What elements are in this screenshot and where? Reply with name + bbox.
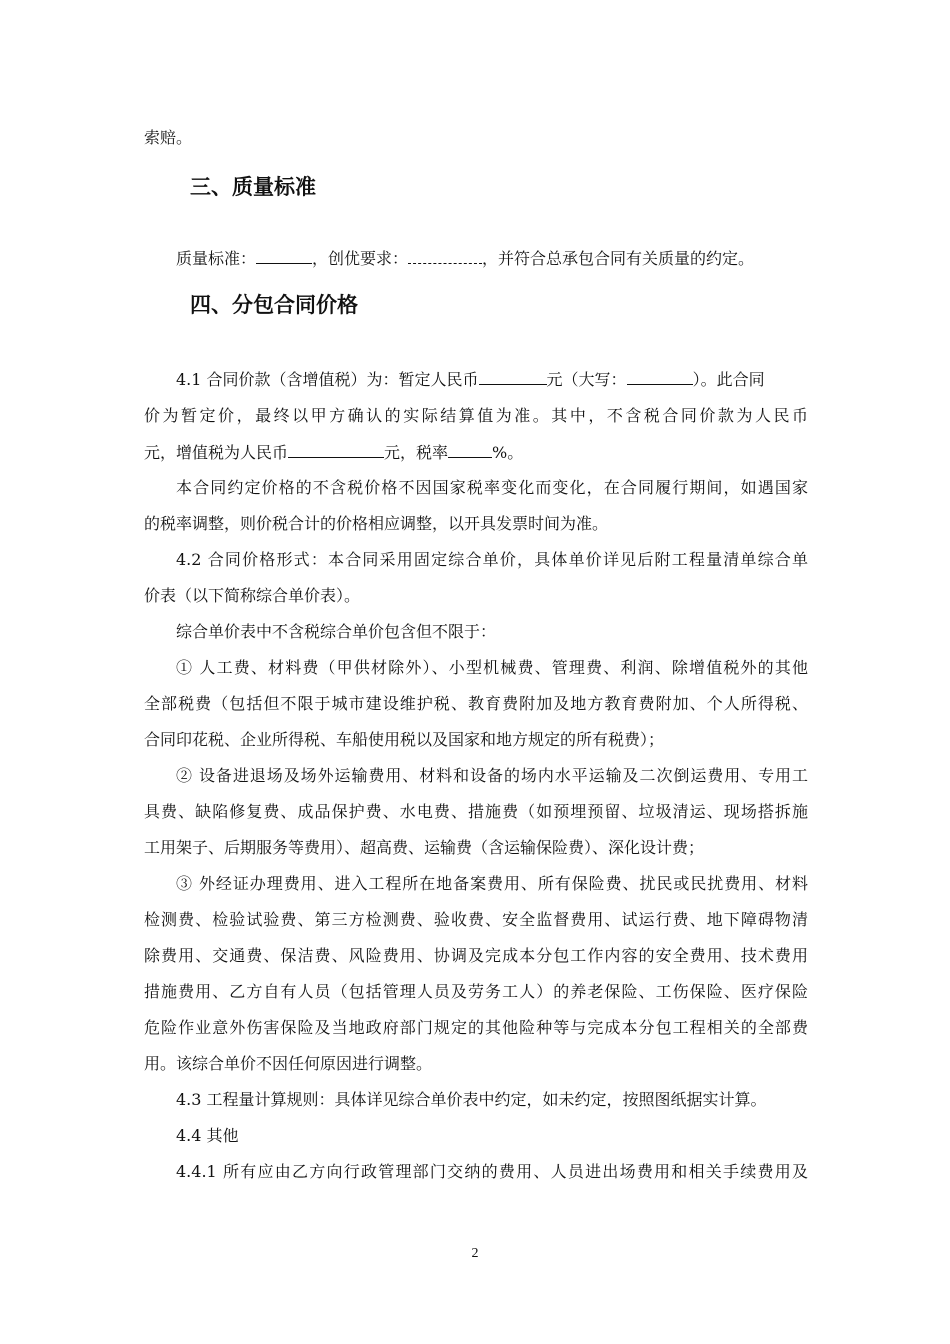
p43: 4.3 工程量计算规则：具体详见综合单价表中约定，如未约定，按照图纸据实计算。 [176,1090,767,1109]
quality-mid: ，创优要求： [312,249,409,268]
tax-line2: 的税率调整，则价税合计的价格相应调整，以开具发票时间为准。 [144,514,609,533]
item3-line5: 危险作业意外伤害保险及当地政府部门规定的其他险种等与完成本分包工程相关的全部费 [144,1018,808,1037]
excellence-blank [408,246,482,264]
item1-line2: 全部税费（包括但不限于城市建设维护税、教育费附加及地方教育费附加、个人所得税、 [144,694,808,713]
item1-line1: ① 人工费、材料费（甲供材除外）、小型机械费、管理费、利润、除增值税外的其他 [176,658,808,677]
page-number: 2 [471,1246,479,1261]
p44: 4.4 其他 [176,1126,239,1145]
p41-line1 [176,367,808,392]
price-words-blank [627,367,693,385]
p41-line3-c: %。 [492,443,524,462]
tax-rate-blank [448,440,492,458]
item3-line3: 除费用、交通费、保洁费、风险费用、协调及完成本分包工作内容的安全费用、技术费用 [144,946,808,965]
quality-blank [256,246,312,264]
price-blank [479,367,547,385]
quality-end: ，并符合总承包合同有关质量的约定。 [482,249,755,268]
p41-line3 [144,440,808,465]
unit-price-intro: 综合单价表中不含税综合单价包含但不限于： [176,622,497,641]
item3-line6: 用。该综合单价不因任何原因进行调整。 [144,1054,433,1073]
tax-line1: 本合同约定价格的不含税价格不因国家税率变化而变化，在合同履行期间，如遇国家 [176,478,808,497]
item3-line4: 措施费用、乙方自有人员（包括管理人员及劳务工人）的养老保险、工伤保险、医疗保险 [144,982,808,1001]
p441: 4.4.1 所有应由乙方向行政管理部门交纳的费用、人员进出场费用和相关手续费用及 [176,1162,808,1181]
p42-line2: 价表（以下简称综合单价表）。 [144,586,361,605]
item1-line3: 合同印花税、企业所得税、车船使用税以及国家和地方规定的所有税费）； [144,730,665,749]
vat-blank [288,440,384,458]
item2-line3: 工用架子、后期服务等费用）、超高费、运输费（含运输保险费）、深化设计费； [144,838,705,857]
p41-text-b: 元（大写： [546,370,627,389]
item2-line2: 具费、缺陷修复费、成品保护费、水电费、措施费（如预埋预留、垃圾清运、现场搭拆施 [144,802,808,821]
p41-line3-b: 元，税率 [384,443,449,462]
quality-standard-line [176,246,808,271]
section-heading-quality: 三、质量标准 [190,175,316,199]
p41-line3-a: 元，增值税为人民币 [144,443,289,462]
p42-line1: 4.2 合同价格形式：本合同采用固定综合单价，具体单价详见后附工程量清单综合单 [176,550,808,569]
item3-line2: 检测费、检验试验费、第三方检测费、验收费、安全监督费用、试运行费、地下障碍物清 [144,910,808,929]
item2-line1: ② 设备进退场及场外运输费用、材料和设备的场内水平运输及二次倒运费用、专用工 [176,766,808,785]
quality-label: 质量标准： [176,249,257,268]
p41-line2: 价为暂定价，最终以甲方确认的实际结算值为准。其中，不含税合同价款为人民币 [144,406,808,425]
p41-text-c: ）。此合同 [692,370,765,389]
continued-text: 索赔。 [144,128,193,147]
item3-line1: ③ 外经证办理费用、进入工程所在地备案费用、所有保险费、扰民或民扰费用、材料 [176,874,808,893]
p41-text-a: 4.1 合同价款（含增值税）为：暂定人民币 [176,370,479,389]
section-heading-price: 四、分包合同价格 [190,293,358,317]
